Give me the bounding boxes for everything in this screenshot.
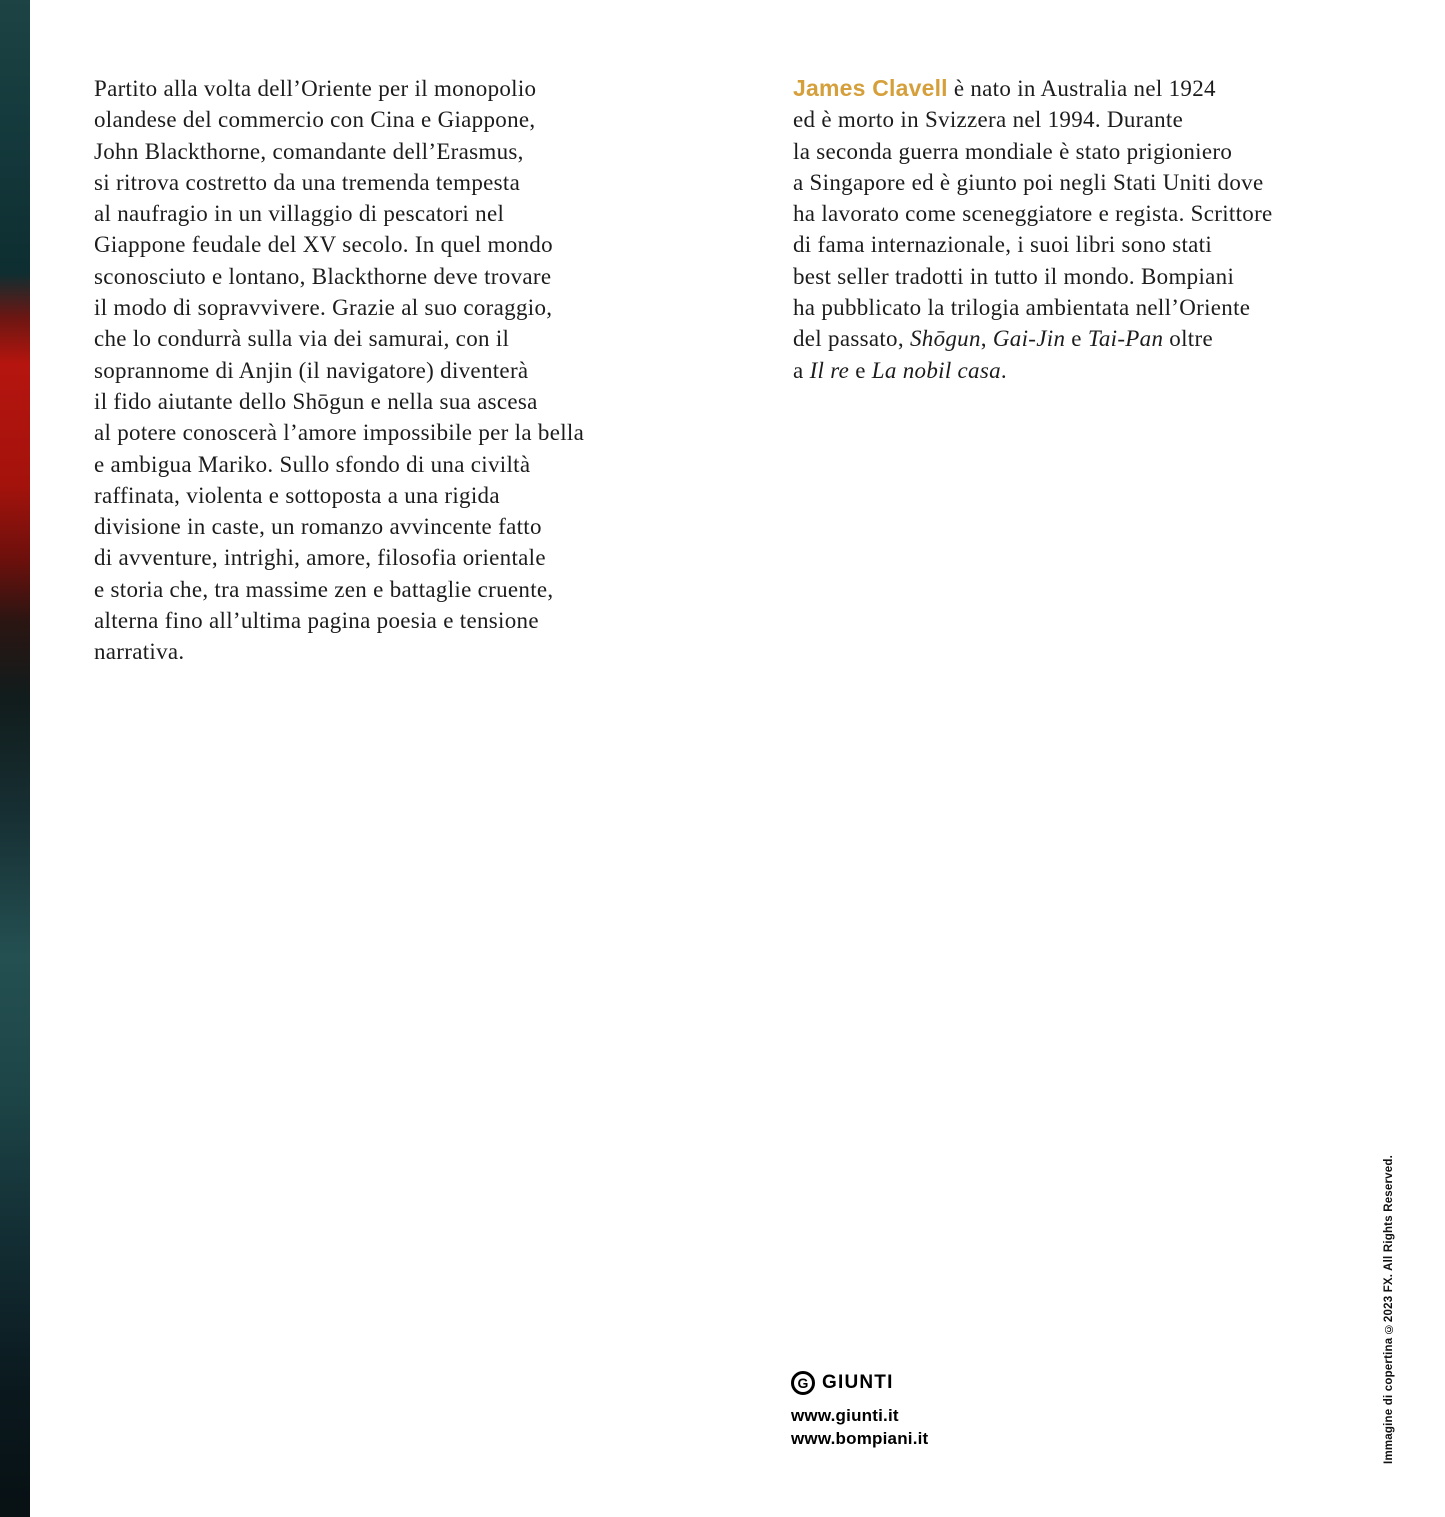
website-giunti: www.giunti.it	[791, 1406, 899, 1425]
publisher-logo-row	[791, 1371, 928, 1395]
bio-line: a Singapore ed è giunto poi negli Stati Uniti dove	[793, 169, 1264, 195]
synopsis-line: e ambigua Mariko. Sullo sfondo di una civiltà	[94, 451, 531, 477]
synopsis-line: al potere conoscerà l’amore impossibile per la bella	[94, 420, 585, 446]
book-title-il-re: Il re	[809, 357, 850, 383]
synopsis-line: di avventure, intrighi, amore, filosofia orientale	[94, 545, 546, 571]
bio-line-titles	[793, 323, 1413, 354]
book-title-la-nobil-casa: La nobil casa	[871, 357, 1001, 383]
synopsis-line: e storia che, tra massime zen e battaglie cruente,	[94, 576, 554, 602]
book-title-gai-jin: Gai-Jin	[992, 326, 1066, 352]
bio-line: ed è morto in Svizzera nel 1994. Durante	[793, 107, 1184, 133]
synopsis-line: sconosciuto e lontano, Blackthorne deve trovare	[94, 263, 552, 289]
synopsis-line: al naufragio in un villaggio di pescatori nel	[94, 201, 505, 227]
bio-line: di fama internazionale, i suoi libri sono stati	[793, 232, 1213, 258]
website-bompiani: www.bompiani.it	[791, 1429, 929, 1448]
author-bio	[793, 73, 1413, 386]
synopsis-line: si ritrova costretto da una tremenda tempesta	[94, 169, 521, 195]
giunti-logo-icon: G	[791, 1371, 815, 1395]
publisher-name: GIUNTI	[822, 1372, 894, 1393]
bio-line: ha pubblicato la trilogia ambientata nell’Oriente	[793, 295, 1251, 321]
synopsis-line: che lo condurrà sulla via dei samurai, con il	[94, 326, 510, 352]
bio-line	[793, 73, 1413, 104]
bio-line: ha lavorato come sceneggiatore e regista. Scrittore	[793, 201, 1273, 227]
publisher-footer	[791, 1371, 928, 1450]
bio-text: è nato in Australia nel 1924	[947, 76, 1216, 101]
synopsis-line: divisione in caste, un romanzo avvincente fatto	[94, 514, 542, 540]
cover-image-strip	[0, 0, 30, 1517]
author-name: James Clavell	[793, 75, 948, 101]
synopsis-line: alterna fino all’ultima pagina poesia e tensione	[94, 608, 539, 634]
synopsis-line: il fido aiutante dello Shōgun e nella sua ascesa	[94, 388, 538, 414]
bio-line: best seller tradotti in tutto il mondo. Bompiani	[793, 263, 1235, 289]
cover-image-credit: Immagine di copertina ©2023 FX. All Rights Reserved.	[1383, 1155, 1395, 1464]
synopsis-line: soprannome di Anjin (il navigatore) diventerà	[94, 357, 529, 383]
synopsis-line: Partito alla volta dell’Oriente per il monopolio	[94, 76, 537, 101]
bio-text: ,	[980, 326, 993, 352]
synopsis-line: raffinata, violenta e sottoposta a una rigida	[94, 482, 500, 508]
synopsis-line: narrativa.	[94, 639, 185, 665]
synopsis-line: Giappone feudale del XV secolo. In quel mondo	[94, 232, 553, 258]
book-title-shogun: Shōgun	[909, 326, 981, 352]
bio-text: e	[1065, 326, 1088, 352]
bio-text: .	[1000, 357, 1007, 383]
synopsis-paragraph	[94, 73, 734, 668]
bio-text: del passato,	[793, 326, 910, 352]
synopsis-line: John Blackthorne, comandante dell’Erasmus,	[94, 138, 524, 164]
bio-text: e	[849, 357, 872, 383]
bio-text: a	[793, 357, 810, 383]
bio-line: la seconda guerra mondiale è stato prigioniero	[793, 138, 1233, 164]
bio-line-titles	[793, 355, 1413, 386]
book-title-tai-pan: Tai-Pan	[1087, 326, 1164, 352]
synopsis-line: olandese del commercio con Cina e Giappone,	[94, 107, 536, 133]
bio-text: oltre	[1163, 326, 1213, 352]
synopsis-line: il modo di sopravvivere. Grazie al suo coraggio,	[94, 295, 553, 321]
